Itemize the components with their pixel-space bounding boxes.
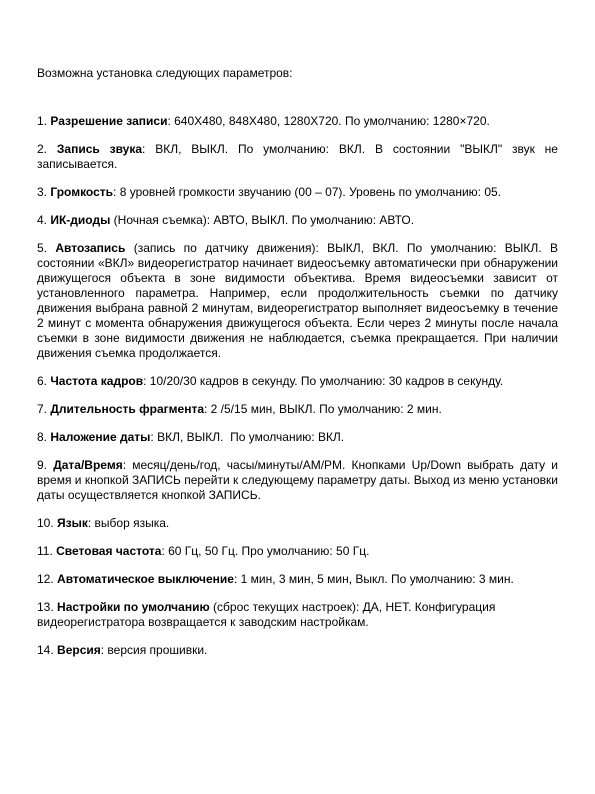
item-number: 5. [37,241,48,255]
item-name: Дата/Время [53,458,123,472]
intro-paragraph: Возможна установка следующих параметров: [37,66,293,80]
item-text: : 640X480, 848X480, 1280X720. По умолчанию: 1280×720. [167,114,490,128]
item-name: Настройки по умолчанию [57,600,210,614]
item-number: 3. [37,185,48,199]
list-item-frame-rate [37,374,558,389]
item-text: : месяц/день/год, часы/минуты/AM/PM. Кнопками Up/Down выбрать дату и время и кнопкой ЗАПИСЬ перейти к следующему параметру даты. Выход из меню установки даты осуществляется кнопкой ЗАПИСЬ. [37,458,558,502]
item-text: : 1 мин, 3 мин, 5 мин, Выкл. По умолчанию: 3 мин. [233,572,514,586]
item-text: (Ночная съемка): АВТО, ВЫКЛ. По умолчанию: АВТО. [110,213,415,227]
list-item-auto-power-off [37,572,558,587]
item-text: : ВКЛ, ВЫКЛ. По умолчанию: ВКЛ. [150,430,345,444]
item-name: Версия [57,643,101,657]
document-page [37,66,558,671]
item-name: Разрешение записи [50,114,168,128]
item-number: 10. [37,516,54,530]
list-item-auto-record [37,241,558,361]
item-text: : версия прошивки. [100,643,208,657]
item-name: Наложение даты [50,430,151,444]
item-name: Длительность фрагмента [50,402,204,416]
item-text: : ВКЛ, ВЫКЛ. По умолчанию: ВКЛ. В состоянии "ВЫКЛ" звук не записывается. [37,142,558,171]
item-number: 8. [37,430,48,444]
item-number: 14. [37,643,54,657]
list-item-date-overlay [37,430,558,445]
item-text: (запись по датчику движения): ВЫКЛ, ВКЛ. По умолчанию: ВЫКЛ. В состоянии «ВКЛ» видеорегистратор начинает видеосъемку автоматически при обнаружении движущегося объекта в зоне видимости объектива. Время видеосъемки зависит от установленного параметра. Например, если продолжительность съемки по датчику движения выбрана равной 2 минутам, видеорегистратор выполняет видеосъемку в течение 2 минут с момента обнаружения движущегося объекта. Если через 2 минуты после начала съемки в зоне видимости движения не наблюдается, съемка прекращается. При наличии движения съемка продолжается. [37,241,558,360]
list-item-light-frequency [37,544,558,559]
list-item-ir-diodes [37,213,558,228]
list-item-segment-length [37,402,558,417]
item-number: 2. [37,142,48,156]
item-number: 13. [37,600,54,614]
item-name: ИК-диоды [50,213,111,227]
item-number: 6. [37,374,48,388]
item-text: : 2 /5/15 мин, ВЫКЛ. По умолчанию: 2 мин. [204,402,442,416]
item-number: 1. [37,114,48,128]
item-text: (сброс текущих настроек): ДА, НЕТ. Конфигурация видеорегистратора возвращается к заводским настройкам. [37,600,496,629]
item-number: 4. [37,213,48,227]
item-name: Автоматическое выключение [57,572,234,586]
list-item-version [37,643,558,658]
item-name: Автозапись [55,241,126,255]
item-name: Громкость [50,185,114,199]
item-number: 12. [37,572,54,586]
item-name: Запись звука [56,142,143,156]
item-text: : 60 Гц, 50 Гц. Про умолчанию: 50 Гц. [161,544,370,558]
list-item-date-time [37,458,558,503]
list-item-volume [37,185,558,200]
list-item-sound-recording [37,142,558,172]
item-number: 9. [37,458,48,472]
item-name: Частота кадров [50,374,144,388]
list-item-resolution [37,114,558,129]
item-name: Язык [57,516,88,530]
list-item-language [37,516,558,531]
item-text: : 10/20/30 кадров в секунду. По умолчанию: 30 кадров в секунду. [143,374,504,388]
item-text: : выбор языка. [87,516,170,530]
item-number: 11. [37,544,53,558]
item-number: 7. [37,402,48,416]
item-name: Световая частота [56,544,162,558]
item-text: : 8 уровней громкости звучанию (00 – 07). Уровень по умолчанию: 05. [113,185,502,199]
list-item-default-settings [37,600,558,630]
